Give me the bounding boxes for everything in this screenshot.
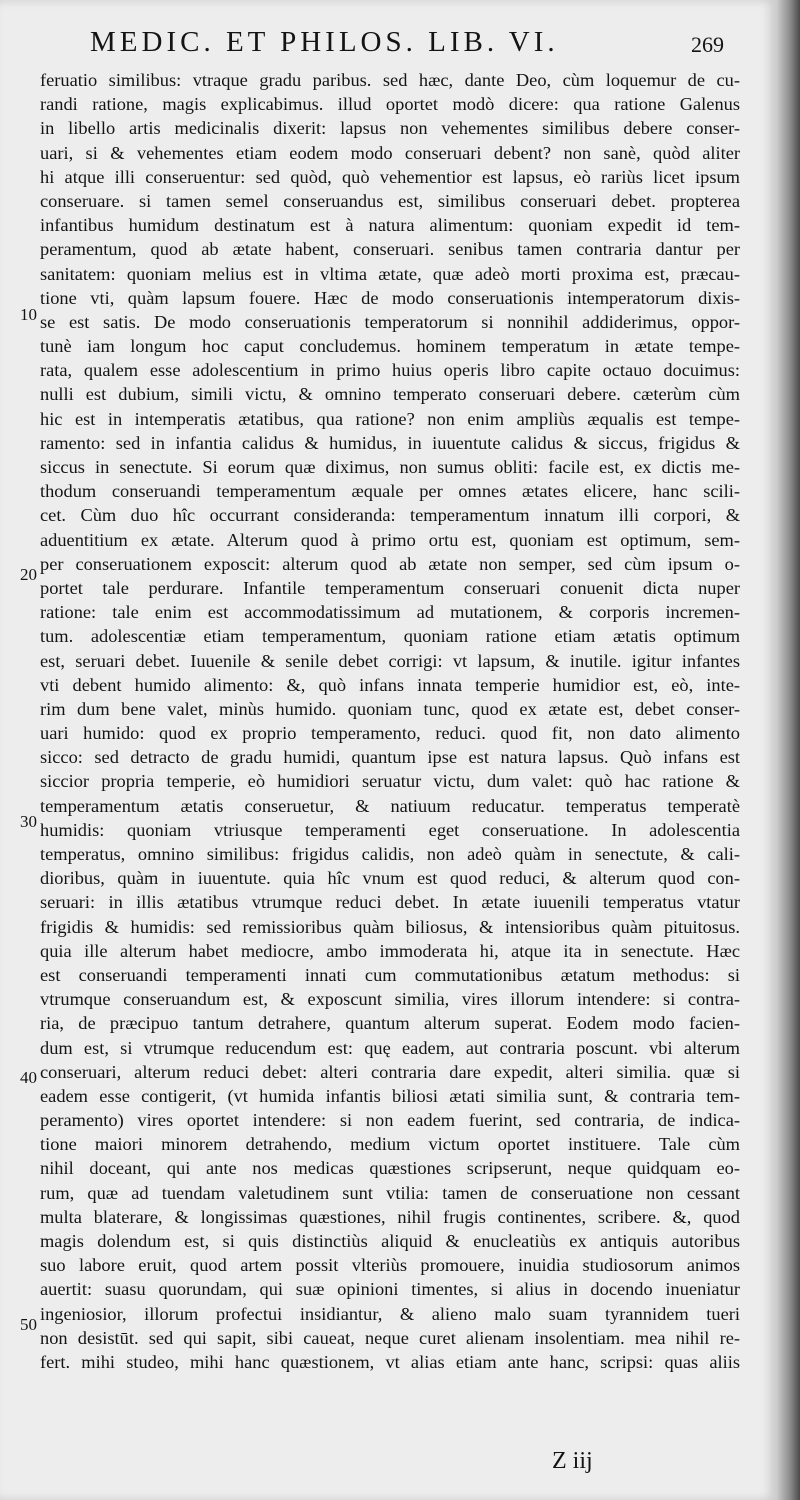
text-line: in libello artis medicinalis dixerit: lapsus non vehementes similibus debere conser- <box>40 118 740 139</box>
text-line: frigidis & humidis: sed remissioribus quàm biliosus, & intensioribus quàm pituitosus. <box>40 916 740 937</box>
text-line: conseruari, alterum reduci debet: alteri contraria dare expedit, alteri similia. quæ si <box>40 1061 740 1082</box>
text-line: uari, si & vehementes etiam eodem modo conseruari debent? non sanè, quòd aliter <box>40 142 740 163</box>
text-line: per conseruationem exposcit: alterum quod ab ætate non semper, sed cùm ipsum o- <box>40 553 740 574</box>
text-line: randi ratione, magis explicabimus. illud oportet modò dicere: qua ratione Galenus <box>40 94 740 115</box>
text-line: tione maiori minorem detrahendo, medium victum oportet instituere. Tale cùm <box>40 1134 740 1155</box>
text-line: suo labore eruit, quod artem possit vlteriùs promouere, inuidia studiosorum animos <box>40 1255 740 1276</box>
text-line: peramentum, quod ab ætate habent, conseruari. senibus tamen contraria dantur per <box>40 239 740 260</box>
text-line: rata, qualem esse adolescentium in primo huius operis libro capite octauo docuimus: <box>40 360 740 381</box>
text-line: ingeniosior, illorum profectui insidiantur, & alieno malo suam tyrannidem tueri <box>40 1303 740 1324</box>
text-line: aduentitium ex ætate. Alterum quod à primo ortu est, quoniam est optimum, sem- <box>40 529 740 550</box>
text-line: siccior propria temperie, eò humidiori seruatur victu, dum valet: quò hac ratione & <box>40 771 740 792</box>
text-line: cet. Cùm duo hîc occurrant consideranda: temperamentum innatum illi corpori, & <box>40 505 740 526</box>
text-line: vti debent humido alimento: &, quò infans innata temperie humidior est, eò, inte- <box>40 674 740 695</box>
page-edge-shadow <box>776 0 800 1500</box>
text-line: humidis: quoniam vtriusque temperamenti eget conseruatione. In adolescentia <box>40 819 740 840</box>
text-line: non desistūt. sed qui sapit, sibi caueat, neque curet alienam insolentiam. mea nihil re- <box>40 1327 740 1348</box>
text-line: quia ille alterum habet mediocre, ambo immoderata hi, atque ita in senectute. Hæc <box>40 940 740 961</box>
text-line: feruatio similibus: vtraque gradu paribus. sed hæc, dante Deo, cùm loquemur de cu- <box>40 70 740 90</box>
text-line: est conseruandi temperamenti innati cum commutationibus ætatum methodus: si <box>40 964 740 985</box>
text-line: ramento: sed in infantia calidus & humidus, in iuuentute calidus & siccus, frigidus & <box>40 432 740 453</box>
text-line: dum est, si vtrumque reducendum est: quę eadem, aut contraria poscunt. vbi alterum <box>40 1037 740 1058</box>
line-number: 50 <box>20 1315 37 1334</box>
line-number: 20 <box>20 565 37 584</box>
text-line: ria, de præcipuo tantum detrahere, quantum alterum superat. Eodem modo facien- <box>40 1013 740 1034</box>
text-line: hi atque illi conseruentur: sed quòd, quò vehementior est lapsus, eò rariùs licet ipsum <box>40 166 740 187</box>
line-number: 10 <box>20 305 37 324</box>
text-line: sanitatem: quoniam melius est in vltima ætate, quæ adeò morti proxima est, præcau- <box>40 263 740 284</box>
text-line: eadem esse contigerit, (vt humida infantis biliosi ætati similia sunt, & contraria tem- <box>40 1085 740 1106</box>
page-footer <box>0 1448 776 1488</box>
text-line: magis dolendum est, si quis distinctiùs aliquid & enucleatiùs ex antiquis autoribus <box>40 1231 740 1251</box>
text-line: tum. adolescentiæ etiam temperamentum, quoniam ratione etiam ætatis optimum <box>40 626 740 647</box>
text-line: multa blaterare, & longissimas quæstiones, nihil frugis continentes, scribere. &, quod <box>40 1206 740 1227</box>
text-line: seruari: in illis ætatibus vtrumque reduci debet. In ætate iuuenili temperatus vtatur <box>40 892 740 913</box>
text-line: ratione: tale enim est accommodatissimum ad mutationem, & corporis incremen- <box>40 602 740 623</box>
text-line: fert. mihi studeo, mihi hanc quæstionem, vt alias etiam ante hanc, scripsi: quas aliis <box>40 1351 740 1372</box>
text-line: portet tale perdurare. Infantile temperamentum conseruari conuenit dicta nuper <box>40 577 740 598</box>
text-line: se est satis. De modo conseruationis temperatorum si nonnihil addiderimus, oppor- <box>40 311 740 332</box>
text-line: hic est in intemperatis ætatibus, qua ratione? non enim ampliùs æqualis est tempe- <box>40 408 740 429</box>
text-line: sicco: sed detracto de gradu humidi, quantum ipse est natura lapsus. Quò infans est <box>40 747 740 768</box>
text-line: siccus in senectute. Si eorum quæ diximus, non sumus obliti: facile est, ex dictis me- <box>40 457 740 477</box>
text-line: rum, quæ ad tuendam valetudinem sunt vtilia: tamen de conseruatione non cessant <box>40 1182 740 1203</box>
text-line: rim dum bene valet, minùs humido. quoniam tunc, quod ex ætate est, debet conser- <box>40 698 740 719</box>
text-line: est, seruari debet. Iuuenile & senile debet corrigi: vt lapsum, & inutile. igitur infantes <box>40 650 740 671</box>
page-number: 269 <box>691 32 724 57</box>
text-line: uari humido: quod ex proprio temperamento, reduci. quod fit, non dato alimento <box>40 723 740 744</box>
text-line: temperamentum ætatis conseruetur, & natiuum reducatur. temperatus temperatè <box>40 795 740 816</box>
line-number: 30 <box>20 812 37 831</box>
text-line: nihil doceant, qui ante nos medicas quæstiones scripserunt, neque quidquam eo- <box>40 1158 740 1179</box>
body-text <box>40 68 740 1374</box>
running-title: MEDIC. ET PHILOS. LIB. VI. <box>90 26 559 58</box>
text-line: infantibus humidum destinatum est à natura alimentum: quoniam expedit id tem- <box>40 215 740 236</box>
page-header <box>0 26 776 66</box>
text-line: tunè iam longum hoc caput concludemus. hominem temperatum in ætate tempe- <box>40 336 740 357</box>
text-line: thodum conseruandi temperamentum æquale per omnes ætates elicere, hanc scili- <box>40 481 740 502</box>
text-line: auertit: suasu quorundam, qui suæ opinioni timentes, si alius in docendo inueniatur <box>40 1279 740 1300</box>
text-line: vtrumque conseruandum est, & exposcunt similia, vires illorum intendere: si contra- <box>40 989 740 1010</box>
text-line: nulli est dubium, simili victu, & omnino temperato conseruari debere. cæterùm cùm <box>40 384 740 405</box>
text-line: peramento) vires oportet intendere: si non eadem fuerint, sed contraria, de indica- <box>40 1110 740 1131</box>
signature-mark: Z iij <box>552 1448 593 1474</box>
text-line: tione vti, quàm lapsum fouere. Hæc de modo conseruationis intemperatorum dixis- <box>40 287 740 308</box>
text-line: temperatus, omnino similibus: frigidus calidis, non adeò quàm in senectute, & cali- <box>40 844 740 864</box>
text-line: dioribus, quàm in iuuentute. quia hîc vnum est quod reduci, & alterum quod con- <box>40 868 740 889</box>
text-line: conseruare. si tamen semel conseruandus est, similibus conseruari debet. propterea <box>40 190 740 211</box>
line-number: 40 <box>20 1068 37 1087</box>
